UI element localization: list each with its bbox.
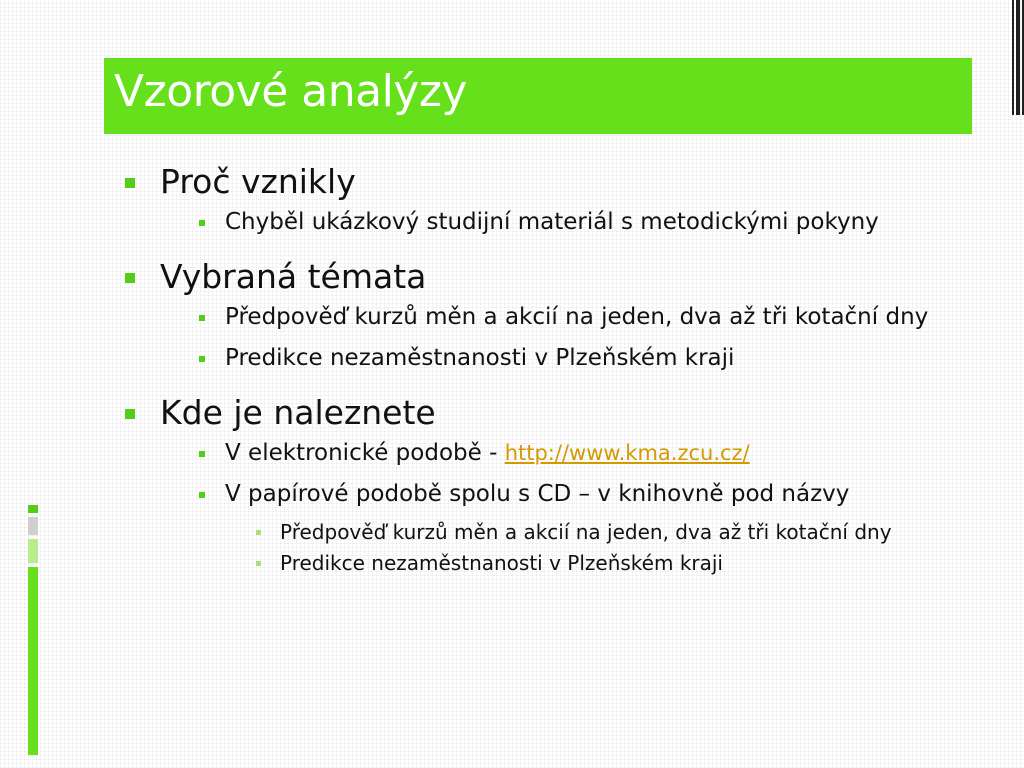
decorative-stripes-top [1012, 0, 1024, 115]
square-bullet-icon [125, 273, 135, 283]
sub-bullet [225, 206, 1000, 239]
square-bullet-icon [125, 409, 135, 419]
sub-bullet [225, 437, 1000, 470]
bullet-text: Vybraná témata [160, 257, 427, 296]
bullet-vybrana-temata [120, 257, 1000, 297]
bullet-kde-je-naleznete [120, 393, 1000, 433]
sub-bullet [225, 301, 1000, 334]
slide-title: Vzorové analýzy [114, 66, 467, 117]
decorative-stripes-left [28, 505, 38, 755]
title-bar [104, 58, 972, 134]
square-bullet-icon [199, 451, 205, 457]
square-bullet-icon [256, 530, 261, 535]
bullet-text: Kde je naleznete [160, 393, 436, 432]
square-bullet-icon [256, 561, 261, 566]
square-bullet-icon [199, 315, 205, 321]
square-bullet-icon [125, 178, 135, 188]
kma-website-link[interactable]: http://www.kma.zcu.cz/ [504, 441, 750, 465]
square-bullet-icon [199, 356, 205, 362]
sub-sub-bullet [280, 517, 1000, 548]
sub-bullet-text: Chyběl ukázkový studijní materiál s metodickými pokyny [225, 209, 879, 235]
sub-bullet-text: V papírové podobě spolu s CD – v knihovně pod názvy [225, 481, 850, 507]
sub-sub-bullet-text: Predikce nezaměstnanosti v Plzeňském kraji [280, 551, 723, 575]
sub-sub-bullet-text: Předpověď kurzů měn a akcií na jeden, dva až tři kotační dny [280, 520, 892, 544]
slide-content [120, 150, 1000, 579]
sub-bullet-text: Predikce nezaměstnanosti v Plzeňském kraji [225, 345, 735, 371]
sub-bullet [225, 342, 1000, 375]
bullet-proc-vznikly [120, 162, 1000, 202]
bullet-text: Proč vznikly [160, 162, 356, 201]
sub-sub-bullet [280, 548, 1000, 579]
square-bullet-icon [199, 220, 205, 226]
sub-bullet-text: Předpověď kurzů měn a akcií na jeden, dva až tři kotační dny [225, 304, 929, 330]
sub-bullet [225, 478, 1000, 511]
square-bullet-icon [199, 492, 205, 498]
sub-bullet-text: V elektronické podobě - [225, 440, 505, 466]
